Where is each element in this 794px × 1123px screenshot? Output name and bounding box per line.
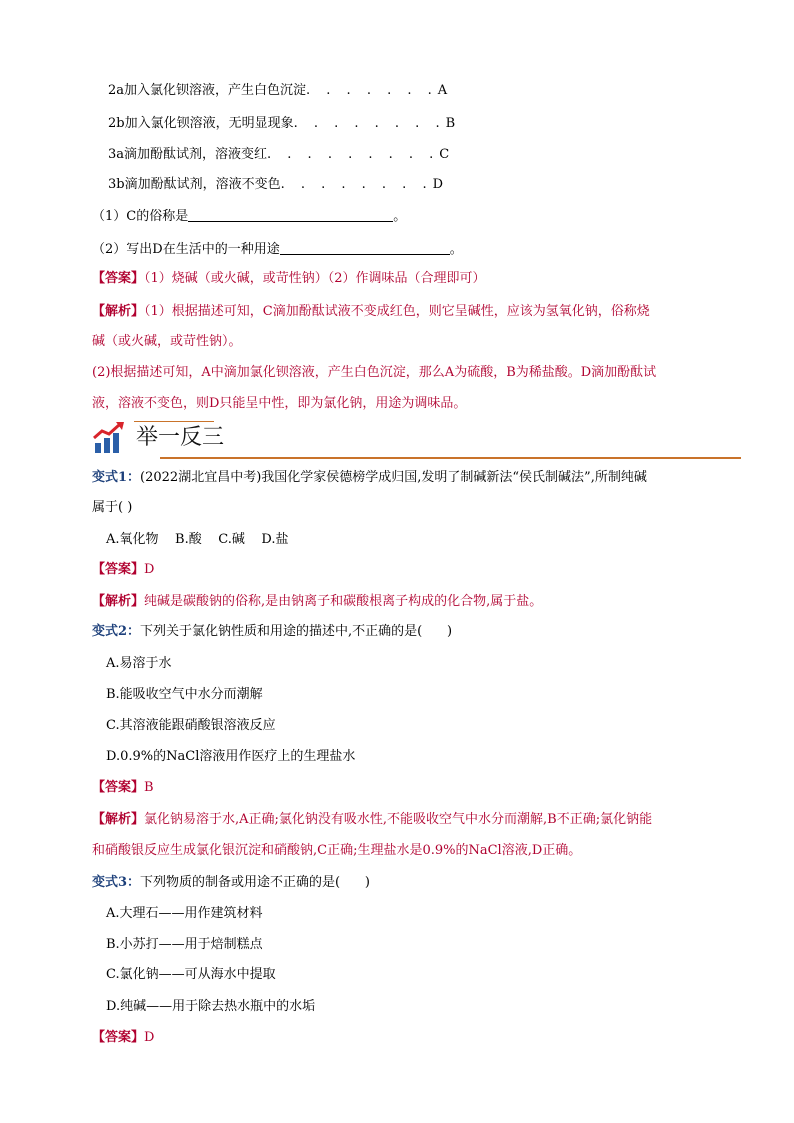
variant-3-option-b: B.小苏打——用于焙制糕点 [106, 937, 263, 952]
analysis-1-line-4: 液，溶液不变色，则D只能呈中性，即为氯化钠，用途为调味品。 [92, 396, 467, 411]
variant-2-option-d: D.0.9%的NaCl溶液用作医疗上的生理盐水 [106, 749, 356, 764]
variant-3-answer: 【答案】D [92, 1030, 155, 1045]
variant-2-answer: 【答案】B [92, 780, 154, 795]
banner-top-rule [134, 421, 214, 422]
banner-rule [160, 457, 741, 459]
variant-1-stem-line-2: 属于( ) [92, 500, 133, 515]
analysis-1-line-2: 碱（或火碱，或苛性钠）。 [92, 334, 242, 349]
variant-1-options: A.氧化物 B.酸 C.碱 D.盐 [106, 532, 289, 547]
variant-3-option-c: C.氯化钠——可从海水中提取 [106, 967, 276, 982]
key-line-2b: 2b加入氯化钡溶液，无明显现象. . . . . . . .B [108, 116, 456, 131]
answer-blank-1[interactable] [188, 207, 393, 222]
section-title: 举一反三 [136, 425, 225, 450]
variant-3-stem: 变式3：下列物质的制备或用途不正确的是( ) [92, 875, 370, 890]
key-line-3a: 3a滴加酚酞试剂，溶液变红. . . . . . . . .C [108, 147, 450, 162]
variant-2-option-a: A.易溶于水 [106, 656, 172, 671]
variant-3-option-d: D.纯碱——用于除去热水瓶中的水垢 [106, 999, 316, 1014]
variant-1-analysis: 【解析】纯碱是碳酸钠的俗称,是由钠离子和碳酸根离子构成的化合物,属于盐。 [92, 594, 543, 609]
answer-1: 【答案】（1）烧碱（或火碱，或苛性钠）（2）作调味品（合理即可） [92, 271, 486, 286]
variant-1-stem-line-1: 变式1：(2022湖北宜昌中考)我国化学家侯德榜学成归国,发明了制碱新法“侯氏制碱法”,所制纯碱 [92, 470, 647, 485]
question-2: （2）写出D在生活中的一种用途 。 [92, 242, 463, 257]
variant-2-option-c: C.其溶液能跟硝酸银溶液反应 [106, 718, 276, 733]
question-1: （1）C的俗称是 。 [92, 209, 407, 224]
analysis-1-line-3: (2)根据描述可知，A中滴加氯化钡溶液，产生白色沉淀，那么A为硫酸，B为稀盐酸。D滴加酚酞试 [92, 365, 657, 380]
variant-3-option-a: A.大理石——用作建筑材料 [106, 906, 263, 921]
analysis-1-line-1: 【解析】（1）根据描述可知，C滴加酚酞试液不变成红色，则它呈碱性，应该为氢氧化钠，俗称烧 [92, 304, 650, 319]
key-line-3b: 3b滴加酚酞试剂，溶液不变色. . . . . . . .D [108, 177, 444, 192]
variant-2-analysis-line-2: 和硝酸银反应生成氯化银沉淀和硝酸钠,C正确;生理盐水是0.9%的NaCl溶液,D正确。 [92, 843, 582, 858]
chart-trend-icon [92, 421, 128, 455]
variant-1-answer: 【答案】D [92, 562, 155, 577]
key-line-2a: 2a加入氯化钡溶液，产生白色沉淀. . . . . . .A [108, 83, 448, 98]
variant-2-analysis-line-1: 【解析】氯化钠易溶于水,A正确;氯化钠没有吸水性,不能吸收空气中水分而潮解,B不正确;氯化钠能 [92, 812, 653, 827]
variant-2-option-b: B.能吸收空气中水分而潮解 [106, 687, 263, 702]
variant-2-stem: 变式2：下列关于氯化钠性质和用途的描述中,不正确的是( ) [92, 624, 453, 639]
answer-blank-2[interactable] [280, 240, 450, 255]
